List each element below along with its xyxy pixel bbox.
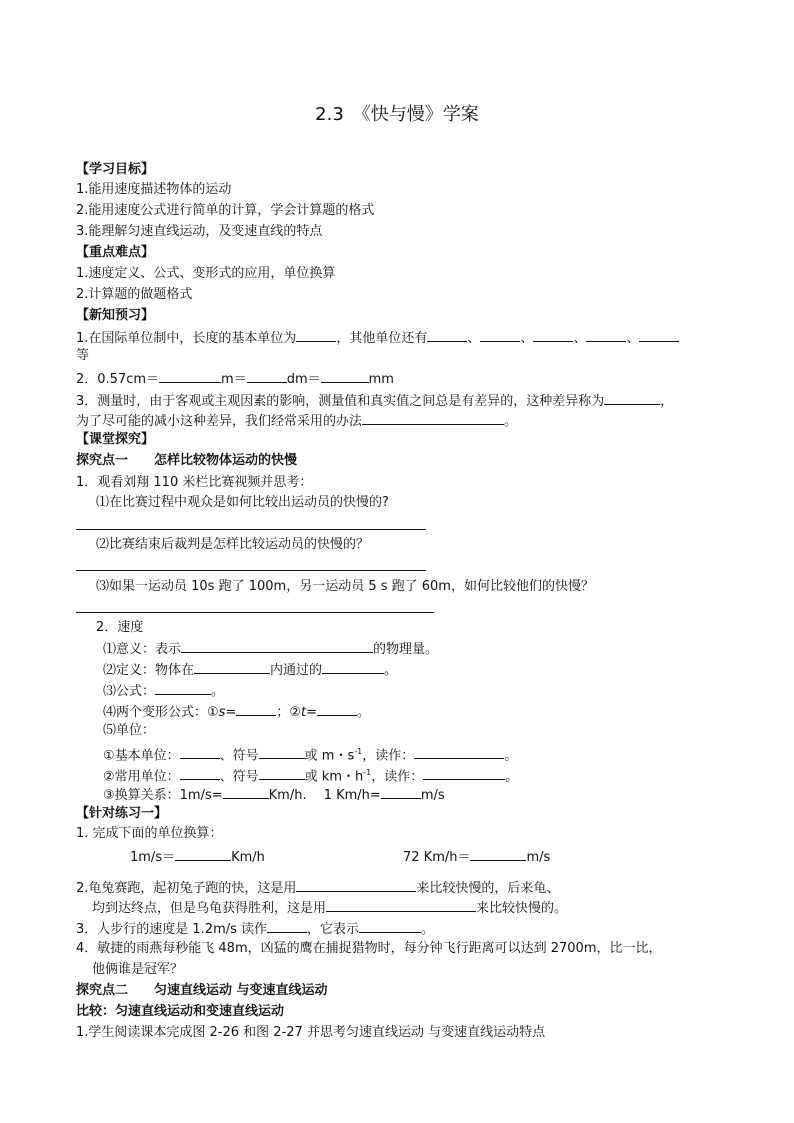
- inquiry-sub-question-2: ⑵比赛结束后裁判是怎样比较运动员的快慢的？: [96, 537, 370, 552]
- answer-blank[interactable]: [267, 920, 307, 933]
- preview-question-3: 3．测量时，由于客观或主观因素的影响，测量值和真实值之间总是有差异的，这种差异称为 ，: [76, 394, 674, 409]
- answer-blank[interactable]: [181, 640, 373, 653]
- inquiry-item-2: 2．速度: [96, 620, 144, 635]
- answer-blank[interactable]: [414, 746, 504, 759]
- answer-blank[interactable]: [159, 370, 221, 383]
- answer-blank[interactable]: [321, 370, 369, 383]
- answer-blank[interactable]: [296, 329, 336, 342]
- preview-question-1: 1.在国际单位制中，长度的基本单位为 ，其他单位还有 、 、 、 、: [76, 329, 679, 347]
- speed-unit-label: ⑸单位：: [103, 723, 156, 738]
- practice-conversion-left: 1m/s＝ Km/h: [130, 850, 265, 865]
- key-points-heading: 【重点难点】: [76, 245, 155, 260]
- answer-blank[interactable]: [359, 920, 421, 933]
- answer-blank[interactable]: [180, 746, 220, 759]
- objectives-heading: 【学习目标】: [76, 162, 155, 177]
- answer-blank[interactable]: [259, 746, 305, 759]
- answer-blank[interactable]: [194, 661, 270, 674]
- speed-meaning: ⑴意义：表示 的物理量。: [103, 642, 439, 657]
- answer-blank[interactable]: [236, 703, 276, 716]
- answer-blank[interactable]: [480, 329, 520, 342]
- preview-question-2: 2．0.57cm＝ m＝ dm＝ mm: [76, 372, 394, 387]
- answer-blank[interactable]: [470, 848, 526, 861]
- preview-question-1-end: 等: [76, 348, 90, 363]
- answer-blank[interactable]: [180, 767, 220, 780]
- practice-question-1: 1. 完成下面的单位换算：: [76, 826, 223, 841]
- answer-blank[interactable]: [296, 879, 416, 892]
- answer-blank[interactable]: [604, 392, 660, 405]
- answer-line[interactable]: [76, 612, 434, 613]
- speed-definition: ⑵定义：物体在 内通过的 。: [103, 663, 398, 678]
- point2-item-1: 1.学生阅读课本完成图 2-26 和图 2-27 并思考匀速直线运动 与变速直线运动特点: [76, 1025, 546, 1040]
- speed-conversion: ③换算关系：1m/s= Km/h. 1 Km/h= m/s: [103, 788, 445, 803]
- answer-blank[interactable]: [322, 661, 384, 674]
- answer-blank[interactable]: [317, 703, 357, 716]
- answer-blank[interactable]: [423, 767, 505, 780]
- inquiry-sub-question-1: ⑴在比赛过程中观众是如何比较出运动员的快慢的?: [96, 495, 389, 510]
- inquiry-sub-question-3: ⑶如果一运动员 10s 跑了 100m，另一运动员 5 s 跑了 60m，如何比较他们的快慢？: [96, 579, 594, 594]
- objective-item: 1.能用速度描述物体的运动: [76, 182, 232, 197]
- answer-blank[interactable]: [175, 848, 231, 861]
- answer-blank[interactable]: [326, 899, 476, 912]
- practice-question-3: 3．人步行的速度是 1.2m/s 读作 ，它表示 。: [76, 922, 435, 937]
- inquiry-point-2-title: 探究点二 匀速直线运动 与变速直线运动: [76, 983, 328, 998]
- speed-basic-unit: ①基本单位： 、符号 或 m・$s^{-1}$，读作： 。: [103, 747, 518, 764]
- speed-formula: ⑶公式： 。: [103, 684, 225, 699]
- answer-blank[interactable]: [427, 329, 467, 342]
- practice-heading: 【针对练习一】: [76, 806, 168, 821]
- practice-question-2-line2: 均到达终点，但是乌龟获得胜利，这是用 来比较快慢的。: [92, 901, 568, 916]
- answer-blank[interactable]: [155, 682, 211, 695]
- answer-line[interactable]: [76, 529, 426, 530]
- speed-variant-formulas: ⑷两个变形公式：①s= ；②t= 。: [103, 705, 371, 720]
- answer-blank[interactable]: [247, 370, 287, 383]
- answer-blank[interactable]: [639, 329, 679, 342]
- key-point-item: 2.计算题的做题格式: [76, 287, 193, 302]
- answer-blank[interactable]: [381, 786, 421, 799]
- practice-question-4-line2: 他俩谁是冠军？: [92, 962, 184, 977]
- key-point-item: 1.速度定义、公式、变形式的应用，单位换算: [76, 266, 336, 281]
- objective-item: 2.能用速度公式进行简单的计算，学会计算题的格式: [76, 203, 375, 218]
- preview-question-3-line2: 为了尽可能的减小这种差异，我们经常采用的办法 。: [76, 414, 518, 429]
- preview-heading: 【新知预习】: [76, 308, 155, 323]
- answer-blank[interactable]: [362, 412, 504, 425]
- inquiry-point-1-title: 探究点一 怎样比较物体运动的快慢: [76, 453, 298, 468]
- page-title: 2.3 《快与慢》学案: [315, 104, 479, 125]
- answer-blank[interactable]: [586, 329, 626, 342]
- inquiry-heading: 【课堂探究】: [76, 432, 155, 447]
- answer-blank[interactable]: [259, 767, 305, 780]
- inquiry-item-1: 1．观看刘翔 110 米栏比赛视频并思考：: [76, 475, 313, 490]
- answer-blank[interactable]: [533, 329, 573, 342]
- practice-question-2: 2.龟兔赛跑，起初兔子跑的快，这是用 来比较快慢的，后来龟、: [76, 881, 560, 896]
- comparison-heading: 比较：匀速直线运动和变速直线运动: [76, 1004, 285, 1019]
- objective-item: 3.能理解匀速直线运动，及变速直线的特点: [76, 224, 323, 239]
- speed-common-unit: ②常用单位： 、符号 或 km・$h^{-1}$，读作： 。: [103, 768, 519, 785]
- practice-question-4: 4．敏捷的雨燕每秒能飞 48m，凶猛的鹰在捕捉猎物时，每分钟飞行距离可以达到 2700m，比一比，: [76, 941, 662, 956]
- answer-line[interactable]: [76, 570, 426, 571]
- answer-blank[interactable]: [223, 786, 269, 799]
- practice-conversion-right: 72 Km/h＝ m/s: [403, 850, 551, 865]
